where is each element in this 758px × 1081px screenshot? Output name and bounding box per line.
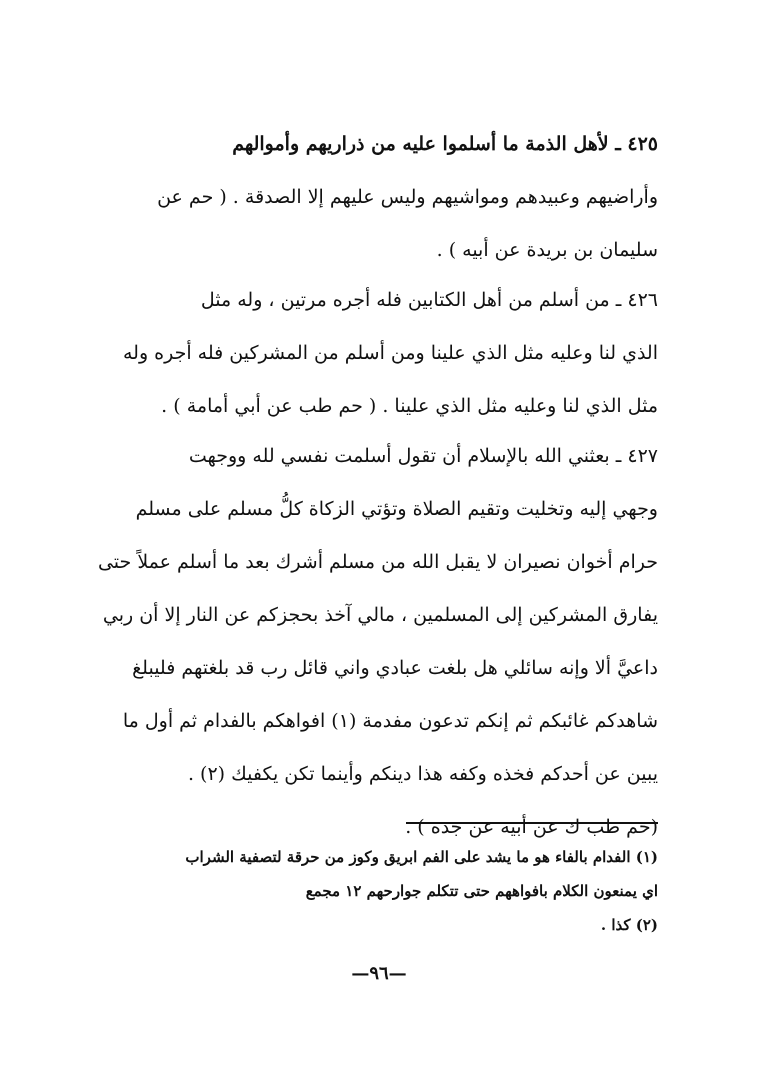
hadith-425-line-1: ٤٢٥ ـ لأهل الذمة ما أسلموا عليه من ذراريهم وأموالهم <box>232 133 658 155</box>
footnotes <box>98 840 658 942</box>
hadith-426-line-1: ٤٢٦ ـ من أسلم من أهل الكتابين فله أجره مرتين ، وله مثل <box>200 289 658 311</box>
hadith-427-line-3: حرام أخوان نصيران لا يقبل الله من مسلم أشرك بعد ما أسلم عملاً حتى <box>97 551 658 573</box>
hadith-427-line-4: يفارق المشركين إلى المسلمين ، مالي آخذ بحجزكم عن النار إلا أن ربي <box>102 604 658 626</box>
hadith-426-line-2: الذي لنا وعليه مثل الذي علينا ومن أسلم من المشركين فله أجره وله <box>122 342 658 364</box>
footnote-divider <box>406 822 658 824</box>
hadith-427-line-2: وجهي إليه وتخليت وتقيم الصلاة وتؤتي الزكاة كلُّ مسلم على مسلم <box>135 498 658 520</box>
hadith-425-line-2: وأراضيهم وعبيدهم ومواشيهم وليس عليهم إلا الصدقة . ( حم عن <box>157 186 658 208</box>
hadith-427 <box>98 430 658 854</box>
hadith-427-line-6: شاهدكم غائبكم ثم إنكم تدعون مفدمة (١) افواهكم بالفدام ثم أول ما <box>122 710 658 732</box>
hadith-427-line-1: ٤٢٧ ـ بعثني الله بالإسلام أن تقول أسلمت نفسي لله ووجهت <box>188 445 658 467</box>
hadith-425-line-3: سليمان بن بريدة عن أبيه ) . <box>436 239 658 261</box>
footnote-1-line-2: اي يمنعون الكلام بافواههم حتى تتكلم جوارحهم ١٢ مجمع <box>305 882 658 900</box>
hadith-427-line-5: داعيَّ ألا وإنه سائلي هل بلغت عبادي واني قائل رب قد بلغتهم فليبلغ <box>132 657 658 679</box>
page-number: —٩٦— <box>351 963 407 984</box>
footnote-1-line-1: (١) الفدام بالفاء هو ما يشد على الفم ابريق وكوز من حرقة لتصفية الشراب <box>185 848 658 866</box>
hadith-427-line-7: يبين عن أحدكم فخذه وكفه هذا دينكم وأينما تكن يكفيك (٢) . <box>187 763 658 785</box>
hadith-425 <box>98 118 658 277</box>
footnote-2: (٢) كذا . <box>600 916 658 934</box>
hadith-427-line-8: (حم طب ك عن أبيه عن جده ) . <box>405 816 658 838</box>
hadith-426-line-3: مثل الذي لنا وعليه مثل الذي علينا . ( حم طب عن أبي أمامة ) . <box>161 395 658 417</box>
hadith-426 <box>98 274 658 433</box>
